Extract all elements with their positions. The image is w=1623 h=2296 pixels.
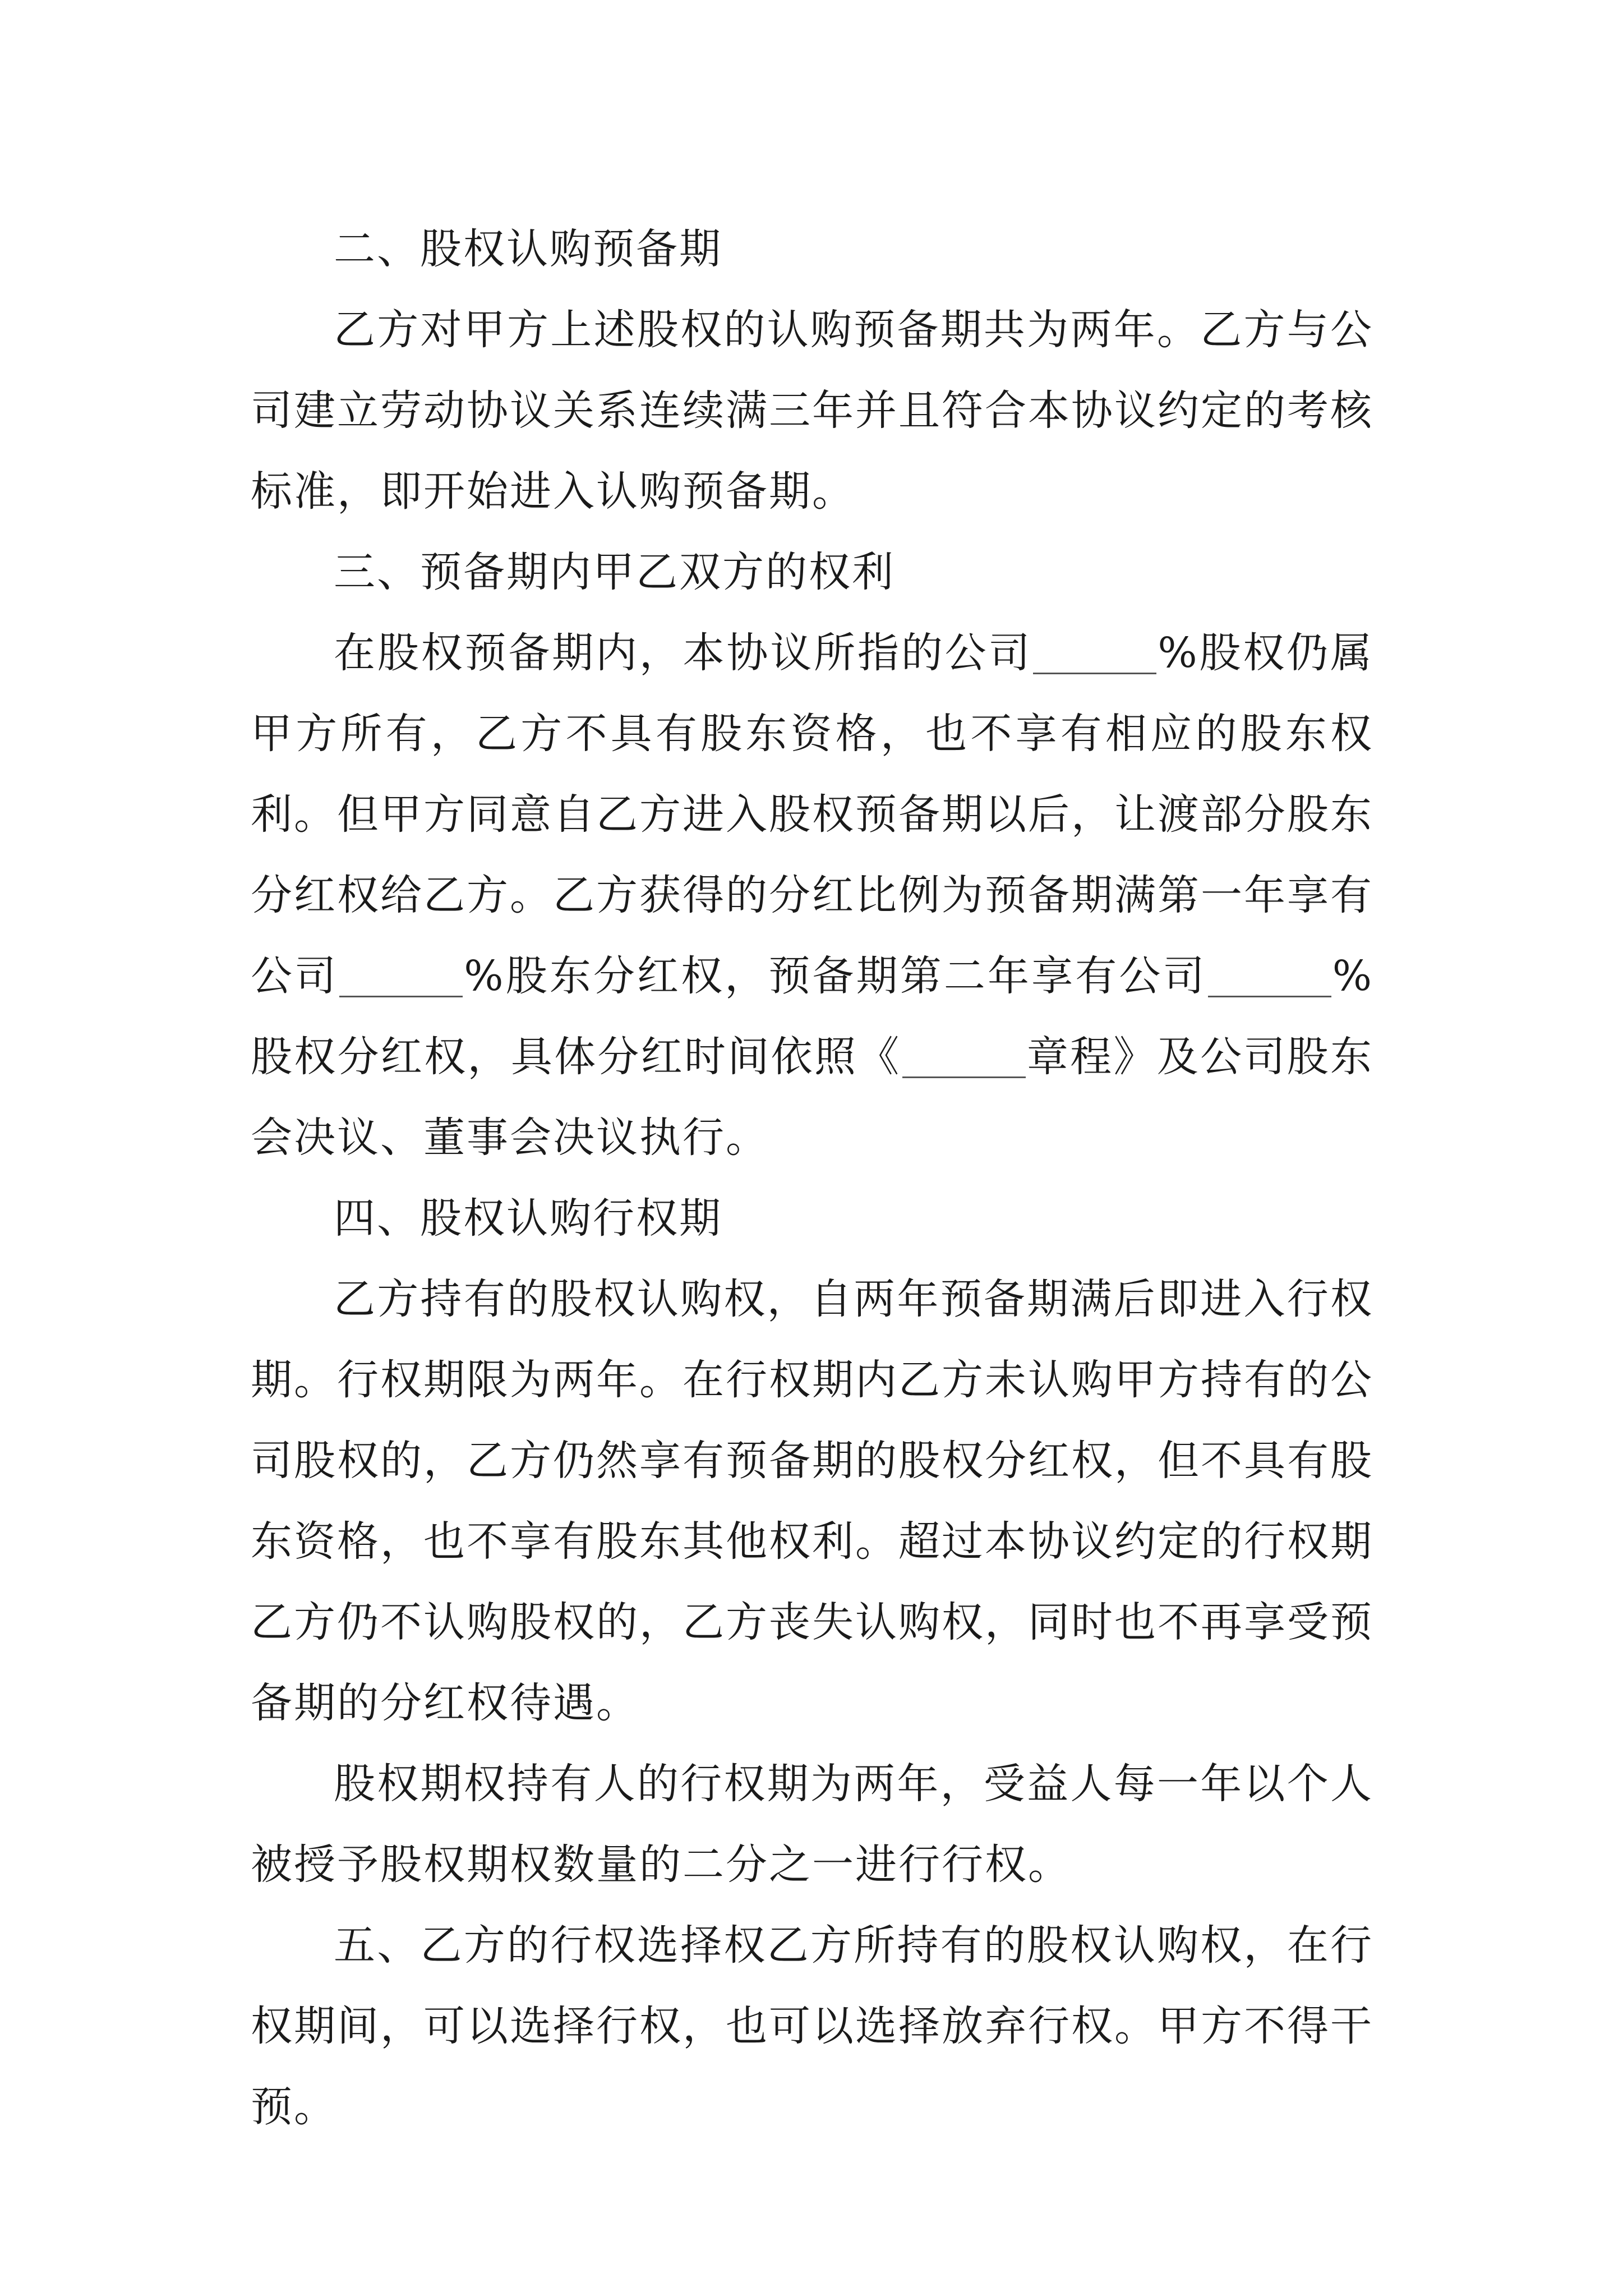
section-heading-3: 三、预备期内甲乙双方的权利 [334,548,895,596]
paragraph-rights-during-preparation [251,613,1373,1178]
section-heading-4: 四、股权认购行权期 [334,1194,722,1243]
fill-blank-line [1033,631,1156,674]
paragraph-exercise-period: 乙方持有的股权认购权，自两年预备期满后即进入行权期。行权期限为两年。在行权期内乙方未认购甲方持有的公司股权的，乙方仍然享有预备期的股权分红权，但不具有股东资格，也不享有股东其他权利。超过本协议约定的行权期乙方仍不认购股权的，乙方丧失认购权，同时也不再享受预备期的分红权待遇。 [251,1275,1373,1727]
section-heading-2: 二、股权认购预备期 [334,225,722,273]
document-body [251,209,1373,2147]
paragraph-text-segment: 章程》及公司股东会决议、董事会决议执行。 [251,1033,1374,1162]
paragraph-text-segment: 在股权预备期内，本协议所指的公司 [334,629,1032,677]
paragraph-text-segment: %股权分红权，具体分红时间依照《 [251,952,1374,1081]
paragraph-text-segment: %股权仍属甲方所有，乙方不具有股东资格，也不享有相应的股东权利。但甲方同意自乙方进入股权预备期以后，让渡部分股东分红权给乙方。乙方获得的分红比例为预备期满第一年享有公司 [251,629,1373,1000]
paragraph-exercise-choice: 五、乙方的行权选择权乙方所持有的股权认购权，在行权期间，可以选择行权，也可以选择放弃行权。甲方不得干预。 [251,1921,1373,2131]
paragraph-text-segment: %股东分红权，预备期第二年享有公司 [464,952,1207,1000]
paragraph-exercise-rate: 股权期权持有人的行权期为两年，受益人每一年以个人被授予股权期权数量的二分之一进行行权。 [251,1760,1373,1889]
fill-blank-line [902,1035,1026,1078]
fill-blank-line [1208,954,1331,997]
fill-blank-line [339,954,463,997]
paragraph-subscription-preparation: 乙方对甲方上述股权的认购预备期共为两年。乙方与公司建立劳动协议关系连续满三年并且符合本协议约定的考核标准，即开始进入认购预备期。 [251,306,1373,516]
